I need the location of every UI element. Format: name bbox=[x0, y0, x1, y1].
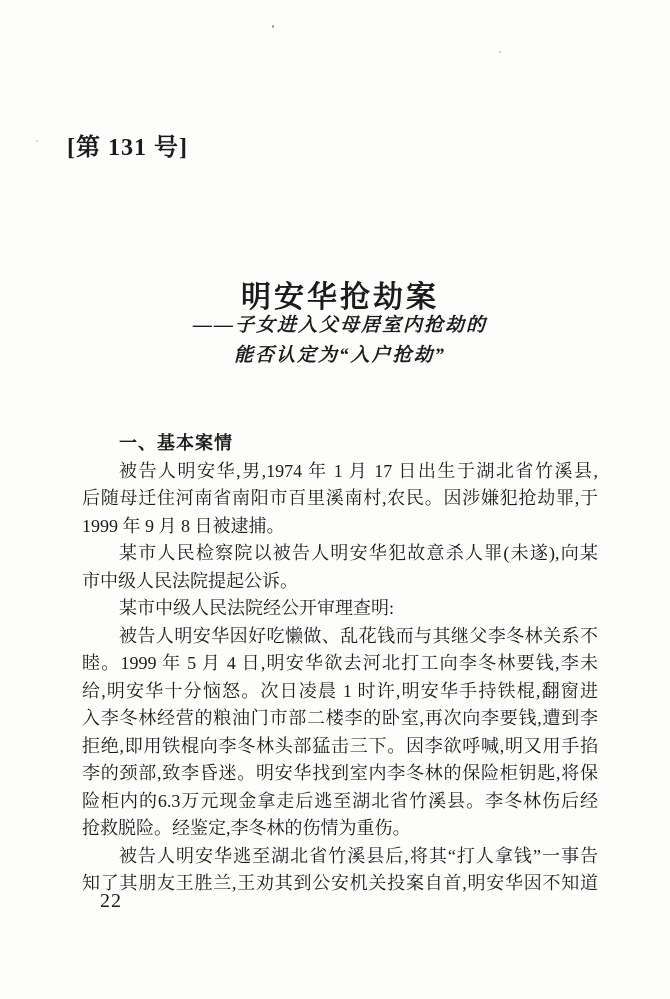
section-heading: 一、基本案情 bbox=[119, 433, 233, 453]
body-text-line: 后随母迁住河南省南阳市百里溪南村,农民。因涉嫌犯抢劫罪,于 bbox=[82, 488, 598, 508]
case-title: 明安华抢劫案 bbox=[241, 281, 439, 314]
body-text-line: 市中级人民法院提起公诉。 bbox=[82, 570, 298, 591]
body-text-line: 被告人明安华逃至湖北省竹溪县后,将其“打人拿钱”一事告 bbox=[119, 845, 598, 866]
body-text-line: 给,明安华十分恼怒。次日凌晨 1 时许,明安华手持铁棍,翻窗进 bbox=[82, 680, 598, 701]
body-text-line: 险柜内的6.3万元现金拿走后逃至湖北省竹溪县。李冬林伤后经 bbox=[82, 790, 598, 811]
body-text-line: 知了其朋友王胜兰,王劝其到公安机关投案自首,明安华因不知道 bbox=[82, 873, 598, 893]
case-subtitle-line-1: ——子女进入父母居室内抢劫的 bbox=[192, 315, 487, 336]
body-text-line: 某市中级人民法院经公开审理查明: bbox=[119, 598, 394, 618]
page-number: 22 bbox=[100, 890, 122, 912]
case-number-label: [第 131 号] bbox=[67, 135, 188, 161]
body-text-line: 拒绝,即用铁棍向李冬林头部猛击三下。因李欲呼喊,明又用手掐 bbox=[82, 735, 598, 756]
body-text-line: 1999 年 9 月 8 日被逮捕。 bbox=[82, 515, 285, 536]
case-body-text bbox=[82, 430, 598, 898]
scan-speckle bbox=[36, 140, 38, 142]
body-text-line: 睦。1999 年 5 月 4 日,明安华欲去河北打工向李冬林要钱,李未 bbox=[82, 653, 598, 673]
body-text-line: 被告人明安华,男,1974 年 1 月 17 日出生于湖北省竹溪县, bbox=[119, 460, 598, 481]
body-text-line: 某市人民检察院以被告人明安华犯故意杀人罪(未遂),向某 bbox=[119, 543, 598, 563]
body-text-line: 李的颈部,致李昏迷。明安华找到室内李冬林的保险柜钥匙,将保 bbox=[82, 763, 598, 783]
body-text-line: 抢救脱险。经鉴定,李冬林的伤情为重伤。 bbox=[82, 818, 411, 838]
case-subtitle-line-2: 能否认定为“入户抢劫” bbox=[233, 345, 446, 366]
body-text-line: 入李冬林经营的粮油门市部二楼李的卧室,再次向李要钱,遭到李 bbox=[82, 708, 598, 728]
scan-speckle bbox=[272, 25, 274, 28]
scan-speckle bbox=[499, 51, 501, 53]
body-text-line: 被告人明安华因好吃懒做、乱花钱而与其继父李冬林关系不 bbox=[119, 625, 598, 646]
